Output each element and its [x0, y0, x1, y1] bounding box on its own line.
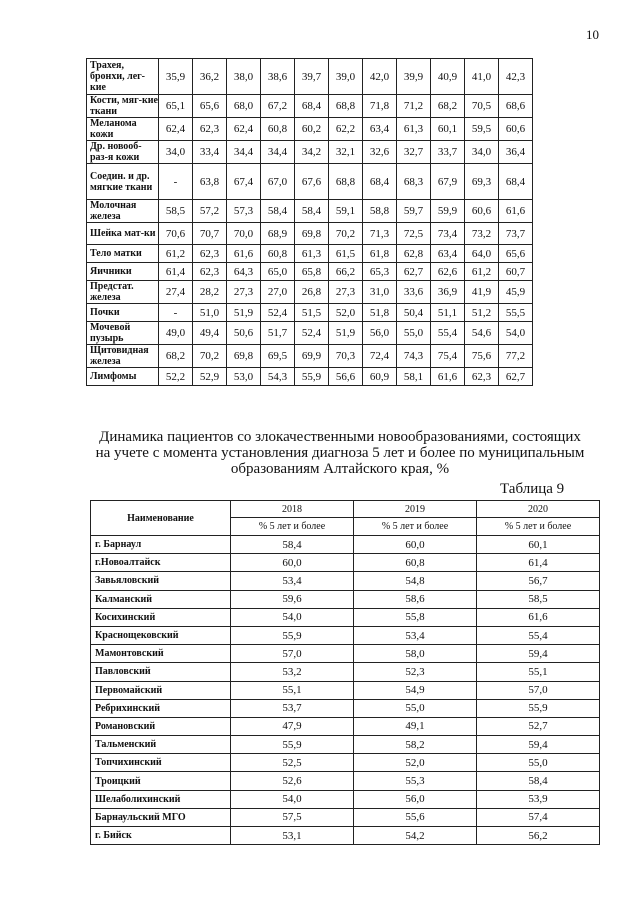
cell-value: 52,2 [159, 368, 193, 386]
cell-value: 59,5 [465, 118, 499, 141]
cell-value: 55,9 [231, 626, 354, 644]
row-label: Лимфомы [87, 368, 159, 386]
cell-value: 39,7 [295, 59, 329, 95]
table-row [87, 263, 533, 281]
cell-value: 53,2 [231, 663, 354, 681]
cell-value: 56,0 [354, 790, 477, 808]
cell-value: 68,6 [499, 95, 533, 118]
cell-value: 40,9 [431, 59, 465, 95]
table-row [87, 164, 533, 200]
cell-value: 77,2 [499, 345, 533, 368]
row-label: Соедин. и др. мягкие ткани [87, 164, 159, 200]
cell-value: 55,6 [354, 808, 477, 826]
cell-value: 54,8 [354, 572, 477, 590]
municipality-name: Первомайский [91, 681, 231, 699]
table-row [91, 772, 600, 790]
table-row [87, 322, 533, 345]
table-row [87, 368, 533, 386]
table-row [87, 223, 533, 245]
row-label: Почки [87, 304, 159, 322]
cell-value: 55,9 [295, 368, 329, 386]
cell-value: 73,7 [499, 223, 533, 245]
cell-value: 55,0 [354, 699, 477, 717]
cell-value: 70,7 [193, 223, 227, 245]
cell-value: 41,9 [465, 281, 499, 304]
cell-value: 70,3 [329, 345, 363, 368]
cell-value: 34,2 [295, 141, 329, 164]
cell-value: 56,0 [363, 322, 397, 345]
cell-value: 52,4 [295, 322, 329, 345]
municipality-name: Ребрихинский [91, 699, 231, 717]
cell-value: 61,4 [159, 263, 193, 281]
cell-value: 71,8 [363, 95, 397, 118]
cell-value: 57,2 [193, 200, 227, 223]
cell-value: 58,8 [363, 200, 397, 223]
table-label: Таблица 9 [500, 481, 565, 497]
cell-value: 53,1 [231, 827, 354, 845]
cell-value: 52,4 [261, 304, 295, 322]
cell-value: 62,2 [329, 118, 363, 141]
cell-value: 51,2 [465, 304, 499, 322]
cell-value: 56,7 [477, 572, 600, 590]
cell-value: 68,2 [431, 95, 465, 118]
cell-value: 58,4 [231, 536, 354, 554]
cell-value: 49,4 [193, 322, 227, 345]
cell-value: 61,4 [477, 554, 600, 572]
table-row [87, 304, 533, 322]
cell-value: 64,0 [465, 245, 499, 263]
table-row [87, 200, 533, 223]
cell-value: 55,9 [477, 699, 600, 717]
cell-value: 67,4 [227, 164, 261, 200]
municipality-name: Завьяловский [91, 572, 231, 590]
year-header: 2020 [477, 501, 600, 518]
municipality-name: Троицкий [91, 772, 231, 790]
municipality-name: Романовский [91, 717, 231, 735]
cell-value: 68,0 [227, 95, 261, 118]
cell-value: 58,0 [354, 645, 477, 663]
row-label: Др. новооб-раз-я кожи [87, 141, 159, 164]
page-number: 10 [586, 27, 599, 42]
cell-value: 59,4 [477, 645, 600, 663]
municipal-survival-table [90, 500, 600, 845]
cell-value: 68,4 [295, 95, 329, 118]
row-label: Щитовидная железа [87, 345, 159, 368]
cell-value: 69,9 [295, 345, 329, 368]
cell-value: 73,2 [465, 223, 499, 245]
table-row [91, 572, 600, 590]
table-row [91, 754, 600, 772]
cell-value: 65,6 [193, 95, 227, 118]
cell-value: 60,8 [261, 118, 295, 141]
cell-value: 70,0 [227, 223, 261, 245]
cell-value: 73,4 [431, 223, 465, 245]
cell-value: 62,8 [397, 245, 431, 263]
table-row [91, 681, 600, 699]
cell-value: 75,4 [431, 345, 465, 368]
cell-value: 33,7 [431, 141, 465, 164]
cell-value: 27,4 [159, 281, 193, 304]
cell-value: 58,2 [354, 736, 477, 754]
cell-value: 27,3 [227, 281, 261, 304]
row-label: Молочная железа [87, 200, 159, 223]
cell-value: 42,0 [363, 59, 397, 95]
row-label: Трахея, бронхи, лег-кие [87, 59, 159, 95]
municipality-name: г.Новоалтайск [91, 554, 231, 572]
cell-value: 75,6 [465, 345, 499, 368]
cell-value: 70,2 [193, 345, 227, 368]
cell-value: 57,4 [477, 808, 600, 826]
cell-value: 63,4 [363, 118, 397, 141]
year-header: 2018 [231, 501, 354, 518]
cell-value: 52,7 [477, 717, 600, 735]
cell-value: 67,2 [261, 95, 295, 118]
cell-value: 60,1 [477, 536, 600, 554]
table-row [87, 245, 533, 263]
cell-value: 55,8 [354, 608, 477, 626]
cell-value: 63,8 [193, 164, 227, 200]
cell-value: 57,3 [227, 200, 261, 223]
row-label: Шейка мат-ки [87, 223, 159, 245]
cell-value: 68,4 [499, 164, 533, 200]
cell-value: 67,9 [431, 164, 465, 200]
cell-value: 54,9 [354, 681, 477, 699]
table-row [91, 808, 600, 826]
cell-value: 27,0 [261, 281, 295, 304]
cell-value: 33,6 [397, 281, 431, 304]
cell-value: 54,6 [465, 322, 499, 345]
cell-value: 64,3 [227, 263, 261, 281]
table-row [91, 626, 600, 644]
cell-value: 51,1 [431, 304, 465, 322]
cell-value: 54,0 [499, 322, 533, 345]
cell-value: 58,4 [477, 772, 600, 790]
municipality-name: Шелаболихинский [91, 790, 231, 808]
cell-value: 65,6 [499, 245, 533, 263]
cell-value: 66,2 [329, 263, 363, 281]
cell-value: 52,0 [354, 754, 477, 772]
municipality-name: Калманский [91, 590, 231, 608]
cell-value: 54,0 [231, 608, 354, 626]
cell-value: 70,2 [329, 223, 363, 245]
cell-value: 39,9 [397, 59, 431, 95]
cell-value: 68,3 [397, 164, 431, 200]
cell-value: 32,6 [363, 141, 397, 164]
cell-value: 51,7 [261, 322, 295, 345]
year-header: 2019 [354, 501, 477, 518]
cell-value: - [159, 304, 193, 322]
cancer-site-survival-table [86, 58, 533, 386]
table-title: Динамика пациентов со злокачественными новообразованиями, состоящих на учете с момента установления диагноза 5 лет и более по муниципальным образованиям Алтайского края, % [95, 429, 585, 477]
cell-value: 51,5 [295, 304, 329, 322]
cell-value: 42,3 [499, 59, 533, 95]
table-row [91, 536, 600, 554]
cell-value: 61,5 [329, 245, 363, 263]
cell-value: 58,6 [354, 590, 477, 608]
cell-value: 59,6 [231, 590, 354, 608]
table-row [91, 736, 600, 754]
table-row [87, 118, 533, 141]
cell-value: 60,7 [499, 263, 533, 281]
cell-value: 68,8 [329, 95, 363, 118]
municipality-name: г. Бийск [91, 827, 231, 845]
cell-value: 59,1 [329, 200, 363, 223]
cell-value: 68,9 [261, 223, 295, 245]
cell-value: 34,0 [159, 141, 193, 164]
municipality-name: г. Барнаул [91, 536, 231, 554]
cell-value: 49,0 [159, 322, 193, 345]
cell-value: 60,8 [354, 554, 477, 572]
cell-value: 54,2 [354, 827, 477, 845]
cell-value: 59,4 [477, 736, 600, 754]
table-row [87, 345, 533, 368]
cell-value: 69,8 [295, 223, 329, 245]
cell-value: 69,3 [465, 164, 499, 200]
cell-value: 55,5 [499, 304, 533, 322]
cell-value: 60,9 [363, 368, 397, 386]
cell-value: 60,2 [295, 118, 329, 141]
cell-value: 55,4 [431, 322, 465, 345]
cell-value: 60,6 [465, 200, 499, 223]
cell-value: 32,7 [397, 141, 431, 164]
table-row [91, 590, 600, 608]
cell-value: - [159, 164, 193, 200]
cell-value: 65,3 [363, 263, 397, 281]
cell-value: 32,1 [329, 141, 363, 164]
cell-value: 60,0 [231, 554, 354, 572]
table-row [91, 663, 600, 681]
cell-value: 58,5 [159, 200, 193, 223]
cell-value: 52,0 [329, 304, 363, 322]
cell-value: 72,4 [363, 345, 397, 368]
cell-value: 55,0 [397, 322, 431, 345]
cell-value: 45,9 [499, 281, 533, 304]
cell-value: 62,3 [193, 245, 227, 263]
cell-value: 58,4 [295, 200, 329, 223]
cell-value: 52,6 [231, 772, 354, 790]
cell-value: 27,3 [329, 281, 363, 304]
cell-value: 51,8 [363, 304, 397, 322]
cell-value: 36,9 [431, 281, 465, 304]
cell-value: 72,5 [397, 223, 431, 245]
cell-value: 61,2 [465, 263, 499, 281]
cell-value: 38,0 [227, 59, 261, 95]
cell-value: 68,2 [159, 345, 193, 368]
cell-value: 71,2 [397, 95, 431, 118]
cell-value: 65,0 [261, 263, 295, 281]
subheader: % 5 лет и более [477, 518, 600, 536]
cell-value: 56,6 [329, 368, 363, 386]
cell-value: 61,6 [499, 200, 533, 223]
cell-value: 55,4 [477, 626, 600, 644]
cell-value: 61,8 [363, 245, 397, 263]
cell-value: 62,3 [193, 263, 227, 281]
cell-value: 57,0 [477, 681, 600, 699]
cell-value: 54,0 [231, 790, 354, 808]
cell-value: 47,9 [231, 717, 354, 735]
cell-value: 55,1 [477, 663, 600, 681]
cell-value: 61,3 [295, 245, 329, 263]
cell-value: 67,6 [295, 164, 329, 200]
cell-value: 53,4 [354, 626, 477, 644]
municipality-name: Косихинский [91, 608, 231, 626]
cell-value: 53,7 [231, 699, 354, 717]
row-label: Кости, мяг-кие ткани [87, 95, 159, 118]
cell-value: 61,6 [227, 245, 261, 263]
cell-value: 35,9 [159, 59, 193, 95]
cell-value: 50,4 [397, 304, 431, 322]
cell-value: 61,6 [477, 608, 600, 626]
cell-value: 26,8 [295, 281, 329, 304]
cell-value: 51,0 [193, 304, 227, 322]
table-row [91, 554, 600, 572]
cell-value: 62,3 [193, 118, 227, 141]
subheader: % 5 лет и более [231, 518, 354, 536]
cell-value: 58,4 [261, 200, 295, 223]
cell-value: 53,4 [231, 572, 354, 590]
cell-value: 31,0 [363, 281, 397, 304]
cell-value: 54,3 [261, 368, 295, 386]
cell-value: 61,3 [397, 118, 431, 141]
cell-value: 61,2 [159, 245, 193, 263]
cell-value: 65,8 [295, 263, 329, 281]
cell-value: 71,3 [363, 223, 397, 245]
cell-value: 36,4 [499, 141, 533, 164]
table-row [87, 95, 533, 118]
cell-value: 52,9 [193, 368, 227, 386]
municipality-name: Барнаульский МГО [91, 808, 231, 826]
cell-value: 53,0 [227, 368, 261, 386]
table-row [91, 717, 600, 735]
cell-value: 60,1 [431, 118, 465, 141]
cell-value: 55,0 [477, 754, 600, 772]
cell-value: 58,5 [477, 590, 600, 608]
cell-value: 34,4 [227, 141, 261, 164]
municipality-name: Мамонтовский [91, 645, 231, 663]
cell-value: 50,6 [227, 322, 261, 345]
municipality-name: Тальменский [91, 736, 231, 754]
cell-value: 57,0 [231, 645, 354, 663]
table-row [87, 141, 533, 164]
cell-value: 39,0 [329, 59, 363, 95]
table-row [91, 608, 600, 626]
cell-value: 62,6 [431, 263, 465, 281]
cell-value: 60,6 [499, 118, 533, 141]
cell-value: 60,8 [261, 245, 295, 263]
cell-value: 28,2 [193, 281, 227, 304]
cell-value: 70,6 [159, 223, 193, 245]
row-label: Тело матки [87, 245, 159, 263]
row-label: Мочевой пузырь [87, 322, 159, 345]
cell-value: 62,3 [465, 368, 499, 386]
header-name: Наименование [91, 501, 231, 536]
cell-value: 49,1 [354, 717, 477, 735]
cell-value: 68,8 [329, 164, 363, 200]
cell-value: 55,3 [354, 772, 477, 790]
table-row [91, 827, 600, 845]
cell-value: 58,1 [397, 368, 431, 386]
cell-value: 62,4 [227, 118, 261, 141]
cell-value: 59,7 [397, 200, 431, 223]
cell-value: 74,3 [397, 345, 431, 368]
cell-value: 52,3 [354, 663, 477, 681]
municipality-name: Павловский [91, 663, 231, 681]
cell-value: 65,1 [159, 95, 193, 118]
row-label: Предстат. железа [87, 281, 159, 304]
cell-value: 56,2 [477, 827, 600, 845]
cell-value: 60,0 [354, 536, 477, 554]
cell-value: 51,9 [329, 322, 363, 345]
row-label: Меланома кожи [87, 118, 159, 141]
cell-value: 34,0 [465, 141, 499, 164]
cell-value: 52,5 [231, 754, 354, 772]
cell-value: 61,6 [431, 368, 465, 386]
cell-value: 62,4 [159, 118, 193, 141]
cell-value: 34,4 [261, 141, 295, 164]
municipality-name: Топчихинский [91, 754, 231, 772]
row-label: Яичники [87, 263, 159, 281]
cell-value: 57,5 [231, 808, 354, 826]
cell-value: 41,0 [465, 59, 499, 95]
table-row [91, 645, 600, 663]
cell-value: 62,7 [499, 368, 533, 386]
municipality-name: Краснощековский [91, 626, 231, 644]
cell-value: 53,9 [477, 790, 600, 808]
cell-value: 62,7 [397, 263, 431, 281]
table-row [91, 790, 600, 808]
cell-value: 63,4 [431, 245, 465, 263]
cell-value: 55,9 [231, 736, 354, 754]
cell-value: 55,1 [231, 681, 354, 699]
cell-value: 67,0 [261, 164, 295, 200]
table-row [91, 699, 600, 717]
subheader: % 5 лет и более [354, 518, 477, 536]
cell-value: 38,6 [261, 59, 295, 95]
table-row [87, 59, 533, 95]
cell-value: 68,4 [363, 164, 397, 200]
cell-value: 70,5 [465, 95, 499, 118]
cell-value: 69,8 [227, 345, 261, 368]
cell-value: 51,9 [227, 304, 261, 322]
table-row [87, 281, 533, 304]
cell-value: 69,5 [261, 345, 295, 368]
cell-value: 59,9 [431, 200, 465, 223]
cell-value: 36,2 [193, 59, 227, 95]
cell-value: 33,4 [193, 141, 227, 164]
